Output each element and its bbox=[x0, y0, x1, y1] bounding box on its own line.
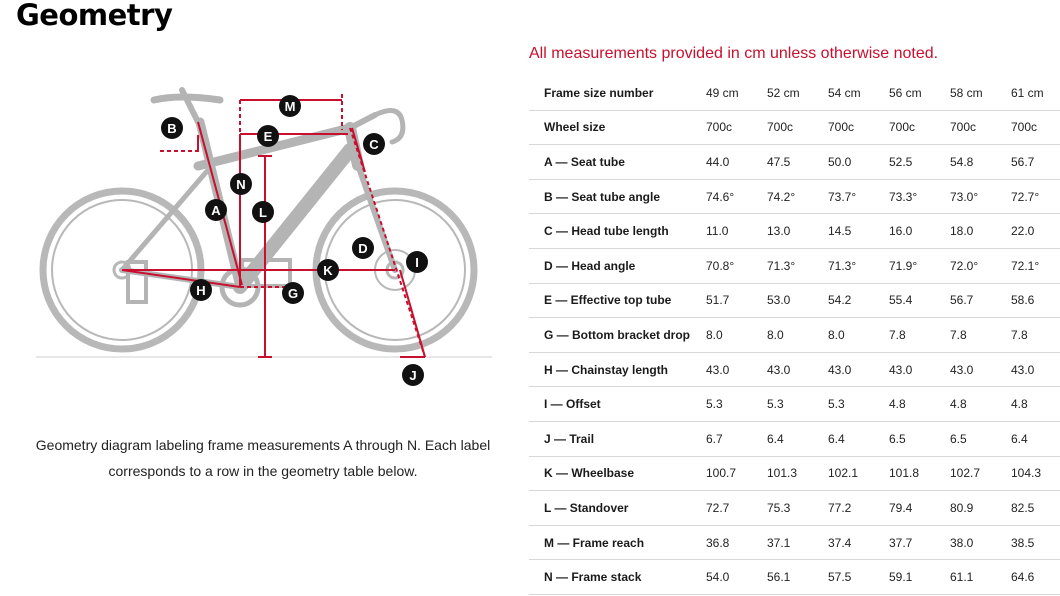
table-cell: 38.5 bbox=[1011, 525, 1060, 560]
row-label: M — Frame reach bbox=[529, 525, 706, 560]
row-label: L — Standover bbox=[529, 491, 706, 526]
table-cell: 16.0 bbox=[889, 214, 950, 249]
marker-n bbox=[230, 173, 252, 195]
table-cell: 38.0 bbox=[950, 525, 1011, 560]
table-cell: 77.2 bbox=[828, 491, 889, 526]
marker-b bbox=[161, 117, 183, 139]
svg-text:G: G bbox=[287, 286, 299, 301]
table-cell: 5.3 bbox=[828, 387, 889, 422]
table-cell: 100.7 bbox=[706, 456, 767, 491]
table-cell: 18.0 bbox=[950, 214, 1011, 249]
table-cell: 71.9° bbox=[889, 248, 950, 283]
table-cell: 101.8 bbox=[889, 456, 950, 491]
table-cell: 6.4 bbox=[1011, 421, 1060, 456]
table-cell: 700c bbox=[1011, 110, 1060, 145]
row-label: I — Offset bbox=[529, 387, 706, 422]
svg-text:L: L bbox=[259, 205, 267, 220]
row-label: K — Wheelbase bbox=[529, 456, 706, 491]
svg-text:H: H bbox=[196, 283, 206, 298]
table-cell: 54.2 bbox=[828, 283, 889, 318]
table-cell: 74.2° bbox=[767, 179, 828, 214]
table-cell: 70.8° bbox=[706, 248, 767, 283]
table-cell: 700c bbox=[889, 110, 950, 145]
svg-text:I: I bbox=[415, 255, 419, 270]
table-row bbox=[529, 421, 1060, 456]
table-cell: 75.3 bbox=[767, 491, 828, 526]
table-cell: 22.0 bbox=[1011, 214, 1060, 249]
table-cell: 700c bbox=[950, 110, 1011, 145]
bike-illustration bbox=[30, 80, 500, 400]
table-cell: 71.3° bbox=[828, 248, 889, 283]
svg-text:A: A bbox=[211, 203, 221, 218]
table-cell: 5.3 bbox=[767, 387, 828, 422]
table-cell: 36.8 bbox=[706, 525, 767, 560]
marker-k bbox=[317, 259, 339, 281]
table-cell: 80.9 bbox=[950, 491, 1011, 526]
table-cell: 37.7 bbox=[889, 525, 950, 560]
table-cell: 59.1 bbox=[889, 560, 950, 595]
marker-i bbox=[406, 251, 428, 273]
table-cell: 8.0 bbox=[767, 318, 828, 353]
table-header-row bbox=[529, 76, 1060, 110]
table-cell: 61.1 bbox=[950, 560, 1011, 595]
table-cell: 4.8 bbox=[1011, 387, 1060, 422]
table-cell: 73.0° bbox=[950, 179, 1011, 214]
table-cell: 73.3° bbox=[889, 179, 950, 214]
table-row bbox=[529, 145, 1060, 180]
size-header: 56 cm bbox=[889, 76, 950, 110]
table-cell: 13.0 bbox=[767, 214, 828, 249]
table-cell: 101.3 bbox=[767, 456, 828, 491]
row-label: N — Frame stack bbox=[529, 560, 706, 595]
marker-c bbox=[363, 133, 385, 155]
row-label: Wheel size bbox=[529, 110, 706, 145]
table-cell: 7.8 bbox=[889, 318, 950, 353]
marker-l bbox=[252, 201, 274, 223]
table-cell: 11.0 bbox=[706, 214, 767, 249]
table-cell: 74.6° bbox=[706, 179, 767, 214]
geometry-diagram bbox=[30, 80, 500, 400]
size-header: 58 cm bbox=[950, 76, 1011, 110]
marker-e bbox=[257, 125, 279, 147]
table-cell: 6.4 bbox=[767, 421, 828, 456]
table-cell: 55.4 bbox=[889, 283, 950, 318]
svg-text:K: K bbox=[323, 263, 333, 278]
table-cell: 102.1 bbox=[828, 456, 889, 491]
row-label: A — Seat tube bbox=[529, 145, 706, 180]
table-cell: 58.6 bbox=[1011, 283, 1060, 318]
row-label: C — Head tube length bbox=[529, 214, 706, 249]
units-note: All measurements provided in cm unless otherwise noted. bbox=[529, 45, 939, 62]
table-row bbox=[529, 179, 1060, 214]
table-cell: 43.0 bbox=[828, 352, 889, 387]
table-cell: 37.1 bbox=[767, 525, 828, 560]
table-cell: 7.8 bbox=[950, 318, 1011, 353]
table-cell: 64.6 bbox=[1011, 560, 1060, 595]
table-cell: 43.0 bbox=[889, 352, 950, 387]
table-cell: 54.0 bbox=[706, 560, 767, 595]
table-row bbox=[529, 110, 1060, 145]
table-cell: 52.5 bbox=[889, 145, 950, 180]
table-cell: 6.7 bbox=[706, 421, 767, 456]
table-row bbox=[529, 491, 1060, 526]
table-cell: 14.5 bbox=[828, 214, 889, 249]
table-cell: 72.7° bbox=[1011, 179, 1060, 214]
marker-d bbox=[352, 237, 374, 259]
table-cell: 53.0 bbox=[767, 283, 828, 318]
table-cell: 43.0 bbox=[950, 352, 1011, 387]
table-cell: 7.8 bbox=[1011, 318, 1060, 353]
table-cell: 6.5 bbox=[950, 421, 1011, 456]
table-cell: 700c bbox=[767, 110, 828, 145]
table-cell: 6.4 bbox=[828, 421, 889, 456]
svg-text:J: J bbox=[409, 368, 417, 383]
svg-text:N: N bbox=[236, 177, 246, 192]
table-cell: 72.0° bbox=[950, 248, 1011, 283]
table-cell: 700c bbox=[706, 110, 767, 145]
table-cell: 8.0 bbox=[706, 318, 767, 353]
table-cell: 72.7 bbox=[706, 491, 767, 526]
page-title: Geometry bbox=[16, 0, 173, 32]
marker-h bbox=[190, 279, 212, 301]
table-cell: 5.3 bbox=[706, 387, 767, 422]
row-label: E — Effective top tube bbox=[529, 283, 706, 318]
table-row bbox=[529, 352, 1060, 387]
size-header: 61 cm bbox=[1011, 76, 1060, 110]
geometry-table bbox=[529, 76, 1060, 595]
size-header: 49 cm bbox=[706, 76, 767, 110]
table-row bbox=[529, 248, 1060, 283]
table-row bbox=[529, 387, 1060, 422]
table-cell: 37.4 bbox=[828, 525, 889, 560]
diagram-caption: Geometry diagram labeling frame measurements A through N. Each label corresponds to a row in the geometry table below. bbox=[35, 437, 491, 479]
svg-text:D: D bbox=[358, 241, 368, 256]
svg-text:B: B bbox=[167, 121, 177, 136]
table-cell: 50.0 bbox=[828, 145, 889, 180]
row-label: D — Head angle bbox=[529, 248, 706, 283]
table-cell: 43.0 bbox=[767, 352, 828, 387]
marker-j bbox=[402, 364, 424, 386]
table-cell: 44.0 bbox=[706, 145, 767, 180]
table-cell: 54.8 bbox=[950, 145, 1011, 180]
table-row bbox=[529, 318, 1060, 353]
marker-a bbox=[205, 199, 227, 221]
table-cell: 72.1° bbox=[1011, 248, 1060, 283]
table-cell: 4.8 bbox=[950, 387, 1011, 422]
table-cell: 6.5 bbox=[889, 421, 950, 456]
header-label: Frame size number bbox=[529, 76, 706, 110]
table-row bbox=[529, 456, 1060, 491]
table-body bbox=[529, 110, 1060, 594]
table-row bbox=[529, 283, 1060, 318]
table-cell: 56.7 bbox=[1011, 145, 1060, 180]
table-cell: 51.7 bbox=[706, 283, 767, 318]
table-cell: 82.5 bbox=[1011, 491, 1060, 526]
svg-text:C: C bbox=[369, 137, 379, 152]
row-label: G — Bottom bracket drop bbox=[529, 318, 706, 353]
svg-text:E: E bbox=[263, 129, 273, 144]
table-cell: 102.7 bbox=[950, 456, 1011, 491]
size-header: 52 cm bbox=[767, 76, 828, 110]
table-cell: 73.7° bbox=[828, 179, 889, 214]
table-cell: 79.4 bbox=[889, 491, 950, 526]
table-cell: 71.3° bbox=[767, 248, 828, 283]
table-cell: 57.5 bbox=[828, 560, 889, 595]
svg-text:M: M bbox=[284, 99, 296, 114]
table-cell: 56.7 bbox=[950, 283, 1011, 318]
table-cell: 43.0 bbox=[1011, 352, 1060, 387]
table-cell: 8.0 bbox=[828, 318, 889, 353]
table-row bbox=[529, 525, 1060, 560]
marker-m bbox=[279, 95, 301, 117]
table-row bbox=[529, 214, 1060, 249]
table-cell: 700c bbox=[828, 110, 889, 145]
row-label: J — Trail bbox=[529, 421, 706, 456]
row-label: B — Seat tube angle bbox=[529, 179, 706, 214]
table-cell: 43.0 bbox=[706, 352, 767, 387]
table-cell: 56.1 bbox=[767, 560, 828, 595]
marker-g bbox=[282, 282, 304, 304]
table-cell: 47.5 bbox=[767, 145, 828, 180]
size-header: 54 cm bbox=[828, 76, 889, 110]
table-cell: 104.3 bbox=[1011, 456, 1060, 491]
table-cell: 4.8 bbox=[889, 387, 950, 422]
row-label: H — Chainstay length bbox=[529, 352, 706, 387]
table-row bbox=[529, 560, 1060, 595]
